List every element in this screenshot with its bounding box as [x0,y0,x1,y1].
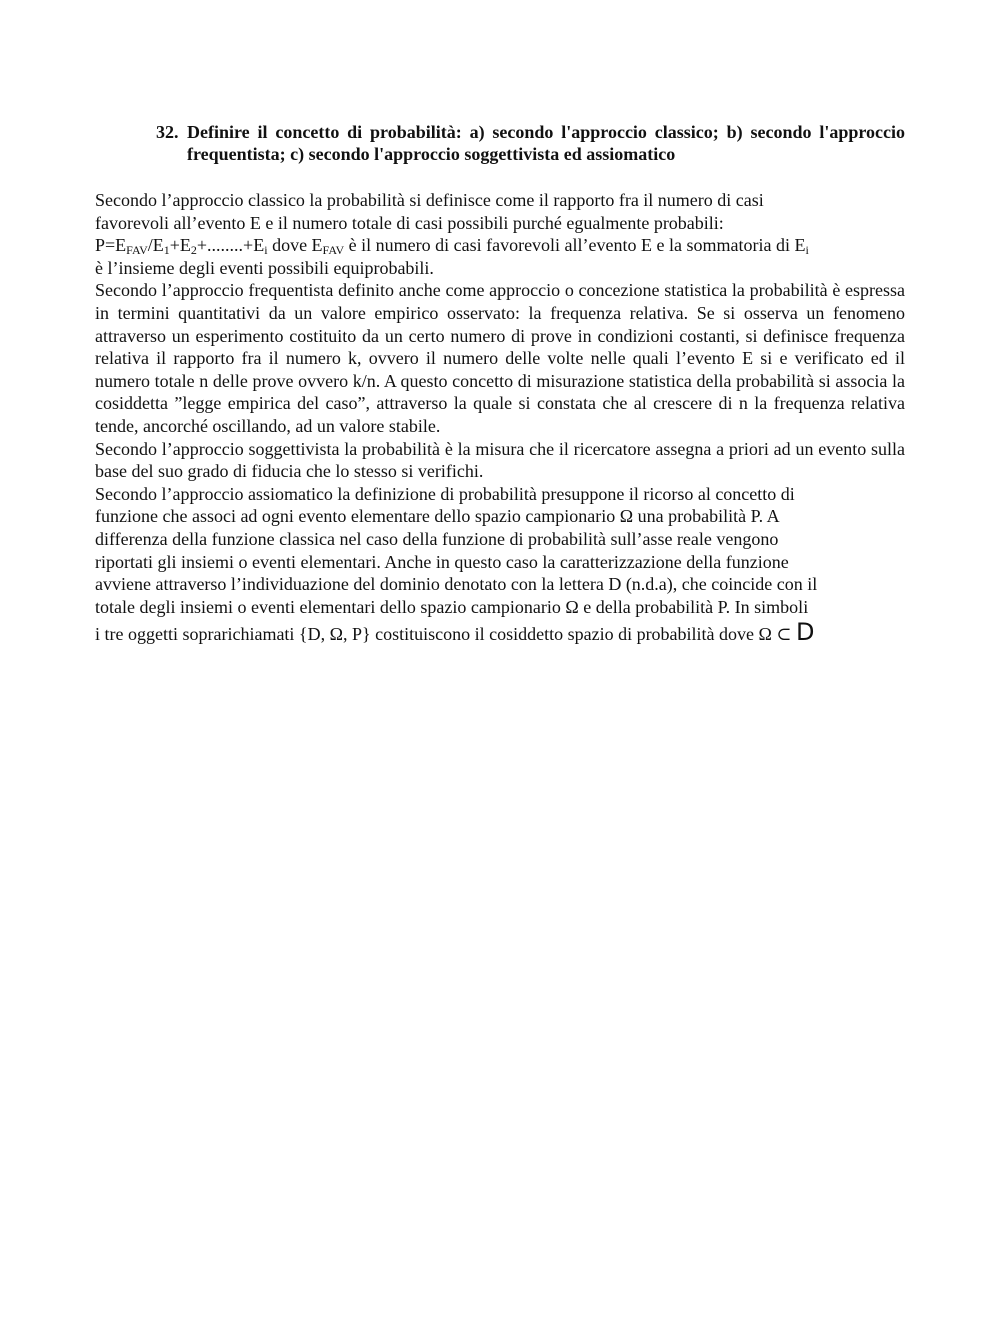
axiomatic-line-1: Secondo l’approccio assiomatico la definizione di probabilità presuppone il ricorso al concetto di [95,483,795,504]
subjective-paragraph: Secondo l’approccio soggettivista la probabilità è la misura che il ricercatore assegna a priori ad un evento sulla base del suo grado di fiducia che lo stesso si verifichi. [95,438,905,482]
formula-sub-fav-2: FAV [322,243,345,258]
answer-body [95,189,905,646]
question-heading [156,121,905,165]
axiomatic-line-7 [95,618,905,647]
formula-sub-i-2: i [805,243,809,258]
question-title: Definire il concetto di probabilità: a) secondo l'approccio classico; b) secondo l'approccio frequentista; c) secondo l'approccio soggettivista ed assiomatico [187,122,905,164]
formula-e2: +E [169,235,191,256]
formula-mid: dove E [267,235,323,256]
question-number: 32. [156,122,179,142]
formula-sub-fav: FAV [126,243,148,258]
formula-sub-2: 2 [190,243,197,258]
classic-line-4: è l’insieme degli eventi possibili equiprobabili. [95,257,434,278]
classic-line-2: favorevoli all’evento E e il numero totale di casi possibili purché egualmente probabili: [95,212,724,233]
domain-symbol: D [796,618,815,647]
classic-paragraph [95,189,905,279]
classic-line-1: Secondo l’approccio classico la probabilità si definisce come il rapporto fra il numero di casi [95,190,764,210]
formula-sub-1: 1 [163,243,170,258]
frequentist-paragraph: Secondo l’approccio frequentista definito anche come approccio o concezione statistica la probabilità è espressa in termini quantitativi da un valore empirico osservato: la frequenza relativa. Se si osserva un fenomeno attraverso un esperimento costituito da un certo numero di prove in condizioni costanti, si definisce frequenza relativa il rapporto fra il numero k, ovvero il numero delle volte nelle quali l’evento E si e verificato ed il numero totale n delle prove ovvero k/n. A questo concetto di misurazione statistica della probabilità si associa la cosiddetta ”legge empirica del caso”, attraverso la quale si constata che al crescere di n la frequenza relativa tende, ancorché oscillando, ad un valore stabile. [95,280,905,436]
axiomatic-line-3: differenza della funzione classica nel caso della funzione di probabilità sull’asse reale vengono [95,528,779,549]
axiomatic-paragraph [95,483,905,646]
axiomatic-line-4: riportati gli insiemi o eventi elementari. Anche in questo caso la caratterizzazione della funzione [95,551,789,572]
formula-dots: +........+E [196,235,265,256]
formula-sub-i: i [264,243,268,258]
axiomatic-line-2: funzione che associ ad ogni evento elementare dello spazio campionario Ω una probabilità P. A [95,506,780,527]
formula-p: P=E [95,235,127,256]
classic-formula-line [95,234,905,257]
axiomatic-line-7-text: i tre oggetti soprarichiamati {D, Ω, P} costituiscono il cosiddetto spazio di probabilità dove Ω ⊂ [95,624,796,645]
formula-e1: /E [147,235,164,256]
axiomatic-line-5: avviene attraverso l’individuazione del dominio denotato con la lettera D (n.d.a), che coincide con il [95,574,818,595]
formula-rest: è il numero di casi favorevoli all’evento E e la sommatoria di E [344,235,806,256]
axiomatic-line-6: totale degli insiemi o eventi elementari dello spazio campionario Ω e della probabilità P. In simboli [95,596,809,617]
